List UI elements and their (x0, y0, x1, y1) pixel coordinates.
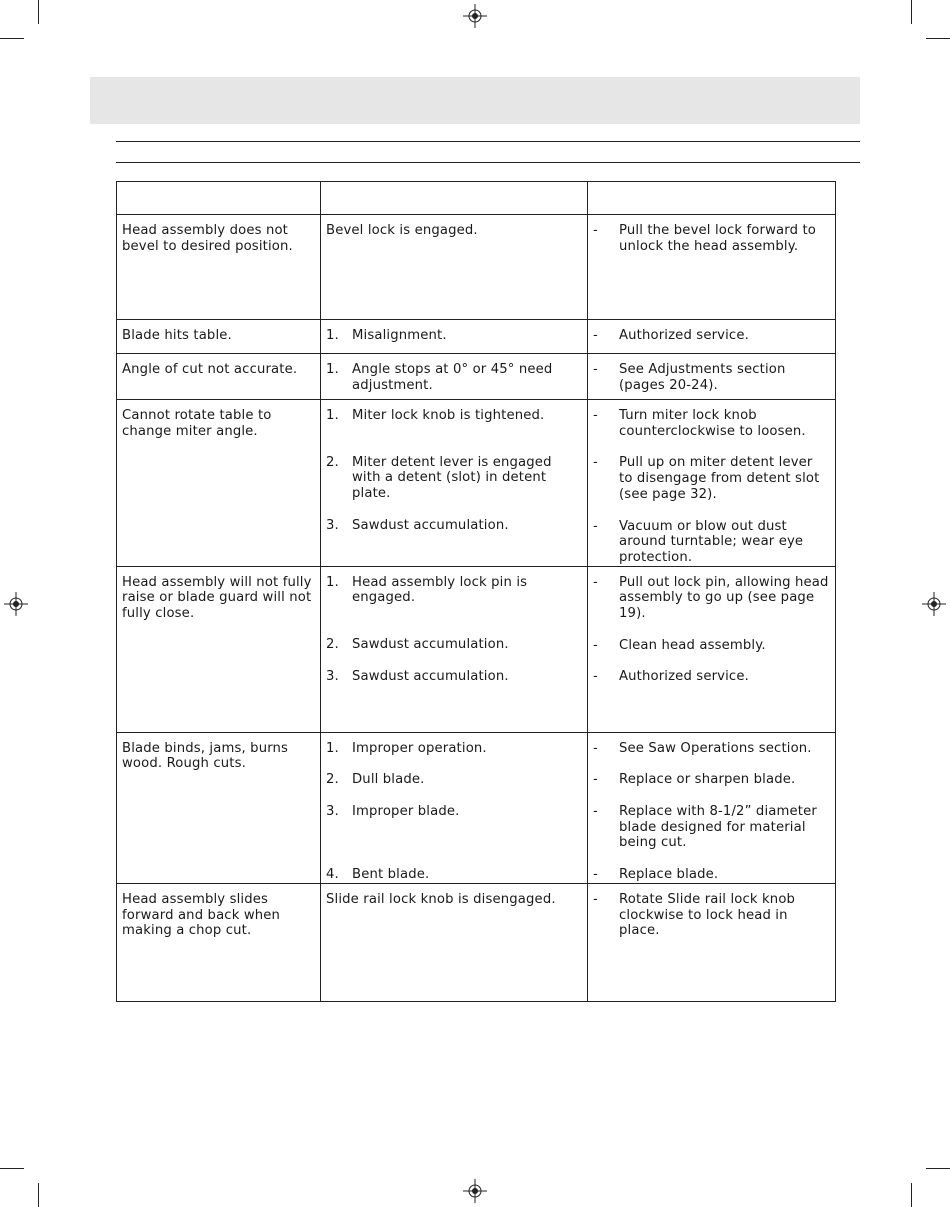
header-cell (588, 182, 836, 215)
problem-text: Cannot rotate table to change miter angle. (122, 408, 272, 439)
remedy-bullet: - (593, 804, 598, 820)
remedy-bullet: - (593, 518, 598, 534)
remedy-text: Clean head assembly. (619, 637, 766, 653)
remedy-bullet: - (593, 362, 598, 377)
cause-item (326, 772, 582, 788)
remedy-cell (588, 566, 836, 732)
problem-text: Head assembly will not fully raise or blade guard will not fully close. (122, 574, 312, 622)
header-cell (321, 182, 588, 215)
registration-mark-icon (463, 1179, 487, 1203)
remedy-bullet: - (593, 867, 598, 883)
cause-number: 3. (326, 668, 339, 684)
remedy-text: Pull out lock pin, allowing head assembly to go up (see page 19). (619, 574, 829, 622)
problem-cell (117, 215, 321, 320)
crop-mark (911, 0, 912, 24)
table-row (117, 354, 836, 400)
cause-text: Head assembly lock pin is engaged. (352, 574, 528, 606)
remedy-bullet: - (593, 772, 598, 788)
remedy-bullet: - (593, 669, 598, 685)
cause-text: Bevel lock is engaged. (326, 223, 478, 238)
remedy-item (593, 867, 830, 883)
problem-text: Head assembly slides forward and back when making a chop cut. (122, 891, 281, 939)
cause-number: 1. (326, 740, 339, 756)
crop-mark (0, 1168, 24, 1169)
cause-item (326, 408, 582, 424)
registration-mark-icon (4, 592, 28, 616)
remedy-item (593, 804, 830, 851)
remedy-cell (588, 400, 836, 567)
cause-number: 1. (326, 328, 339, 343)
cause-cell (321, 566, 588, 732)
cause-cell (321, 354, 588, 400)
cause-text: Bent blade. (352, 866, 430, 882)
remedy-cell (588, 732, 836, 883)
remedy-item (593, 455, 830, 502)
problem-text: Head assembly does not bevel to desired position. (122, 223, 293, 254)
registration-mark-icon (463, 4, 487, 28)
remedy-bullet: - (593, 574, 598, 590)
remedy-bullet: - (593, 891, 598, 907)
cause-text: Misalignment. (352, 328, 447, 343)
cause-item (326, 804, 582, 820)
remedy-item (593, 575, 830, 622)
table-row (117, 732, 836, 883)
remedy-bullet: - (593, 637, 598, 653)
table-row (117, 400, 836, 567)
cause-number: 1. (326, 362, 339, 377)
cause-text: Dull blade. (352, 772, 425, 788)
remedy-cell (588, 320, 836, 354)
crop-mark (0, 38, 24, 39)
cause-cell (321, 883, 588, 1001)
cause-item (326, 741, 582, 757)
remedy-item (593, 362, 830, 393)
problem-text: Angle of cut not accurate. (122, 362, 298, 377)
remedy-cell (588, 883, 836, 1001)
remedy-text: See Saw Operations section. (619, 740, 812, 756)
cause-item (326, 867, 582, 883)
cause-number: 1. (326, 408, 339, 423)
remedy-text: Replace or sharpen blade. (619, 772, 796, 788)
crop-mark (38, 0, 39, 24)
cause-item (326, 518, 582, 534)
cause-text: Miter detent lever is engaged with a detent (slot) in detent plate. (352, 454, 552, 502)
cause-item (326, 637, 582, 653)
cause-text: Slide rail lock knob is disengaged. (326, 891, 556, 907)
header-rule (116, 162, 860, 163)
crop-mark (926, 1168, 950, 1169)
cause-number: 3. (326, 804, 339, 820)
remedy-text: See Adjustments section (pages 20-24). (619, 362, 786, 393)
problem-cell (117, 732, 321, 883)
remedy-text: Replace with 8-1/2” diameter blade designed for material being cut. (619, 804, 817, 851)
remedy-bullet: - (593, 408, 598, 423)
registration-mark-icon (922, 592, 946, 616)
header-band (90, 77, 860, 124)
problem-text: Blade hits table. (122, 328, 232, 343)
cause-number: 2. (326, 772, 339, 788)
header-cell (117, 182, 321, 215)
table-row (117, 883, 836, 1001)
problem-cell (117, 354, 321, 400)
remedy-bullet: - (593, 223, 598, 238)
crop-mark (926, 38, 950, 39)
remedy-cell (588, 215, 836, 320)
cause-cell (321, 400, 588, 567)
problem-cell (117, 320, 321, 354)
problem-text: Blade binds, jams, burns wood. Rough cuts. (122, 740, 289, 772)
cause-number: 1. (326, 574, 339, 590)
cause-item (326, 455, 582, 502)
remedy-text: Turn miter lock knob counterclockwise to loosen. (619, 408, 806, 439)
remedy-text: Authorized service. (619, 669, 749, 685)
cause-text: Improper blade. (352, 804, 460, 820)
troubleshooting-table (116, 181, 836, 1002)
cause-item (326, 328, 582, 344)
remedy-bullet: - (593, 455, 598, 471)
cause-cell (321, 320, 588, 354)
remedy-text: Vacuum or blow out dust around turntable; wear eye protection. (619, 518, 804, 565)
table-row (117, 320, 836, 354)
remedy-item (593, 638, 830, 654)
problem-cell (117, 400, 321, 567)
problem-cell (117, 883, 321, 1001)
remedy-text: Pull up on miter detent lever to disengage from detent slot (see page 32). (619, 455, 820, 502)
cause-number: 2. (326, 454, 339, 470)
remedy-item (593, 669, 830, 685)
remedy-item (593, 892, 830, 939)
remedy-bullet: - (593, 740, 598, 756)
cause-text: Sawdust accumulation. (352, 668, 509, 684)
remedy-item (593, 328, 830, 344)
remedy-item (593, 519, 830, 566)
remedy-text: Authorized service. (619, 328, 749, 343)
crop-mark (911, 1183, 912, 1207)
remedy-text: Rotate Slide rail lock knob clockwise to lock head in place. (619, 891, 796, 939)
crop-mark (38, 1183, 39, 1207)
remedy-text: Pull the bevel lock forward to unlock the head assembly. (619, 223, 816, 254)
remedy-item (593, 741, 830, 757)
cause-number: 3. (326, 517, 339, 533)
cause-text: Miter lock knob is tightened. (352, 408, 545, 423)
remedy-item (593, 772, 830, 788)
remedy-cell (588, 354, 836, 400)
problem-cell (117, 566, 321, 732)
cause-item (326, 575, 582, 606)
remedy-item (593, 408, 830, 439)
table-header-row (117, 182, 836, 215)
cause-cell (321, 732, 588, 883)
cause-text: Improper operation. (352, 740, 487, 756)
header-rule (116, 141, 860, 142)
cause-cell (321, 215, 588, 320)
table-row (117, 566, 836, 732)
remedy-item (593, 223, 830, 254)
remedy-text: Replace blade. (619, 867, 719, 883)
cause-item (326, 362, 582, 393)
cause-text: Sawdust accumulation. (352, 517, 509, 533)
table-row (117, 215, 836, 320)
cause-text: Angle stops at 0° or 45° need adjustment. (352, 362, 553, 393)
cause-number: 4. (326, 866, 339, 882)
cause-text: Sawdust accumulation. (352, 637, 509, 653)
cause-item (326, 669, 582, 685)
cause-number: 2. (326, 637, 339, 653)
remedy-bullet: - (593, 328, 598, 343)
